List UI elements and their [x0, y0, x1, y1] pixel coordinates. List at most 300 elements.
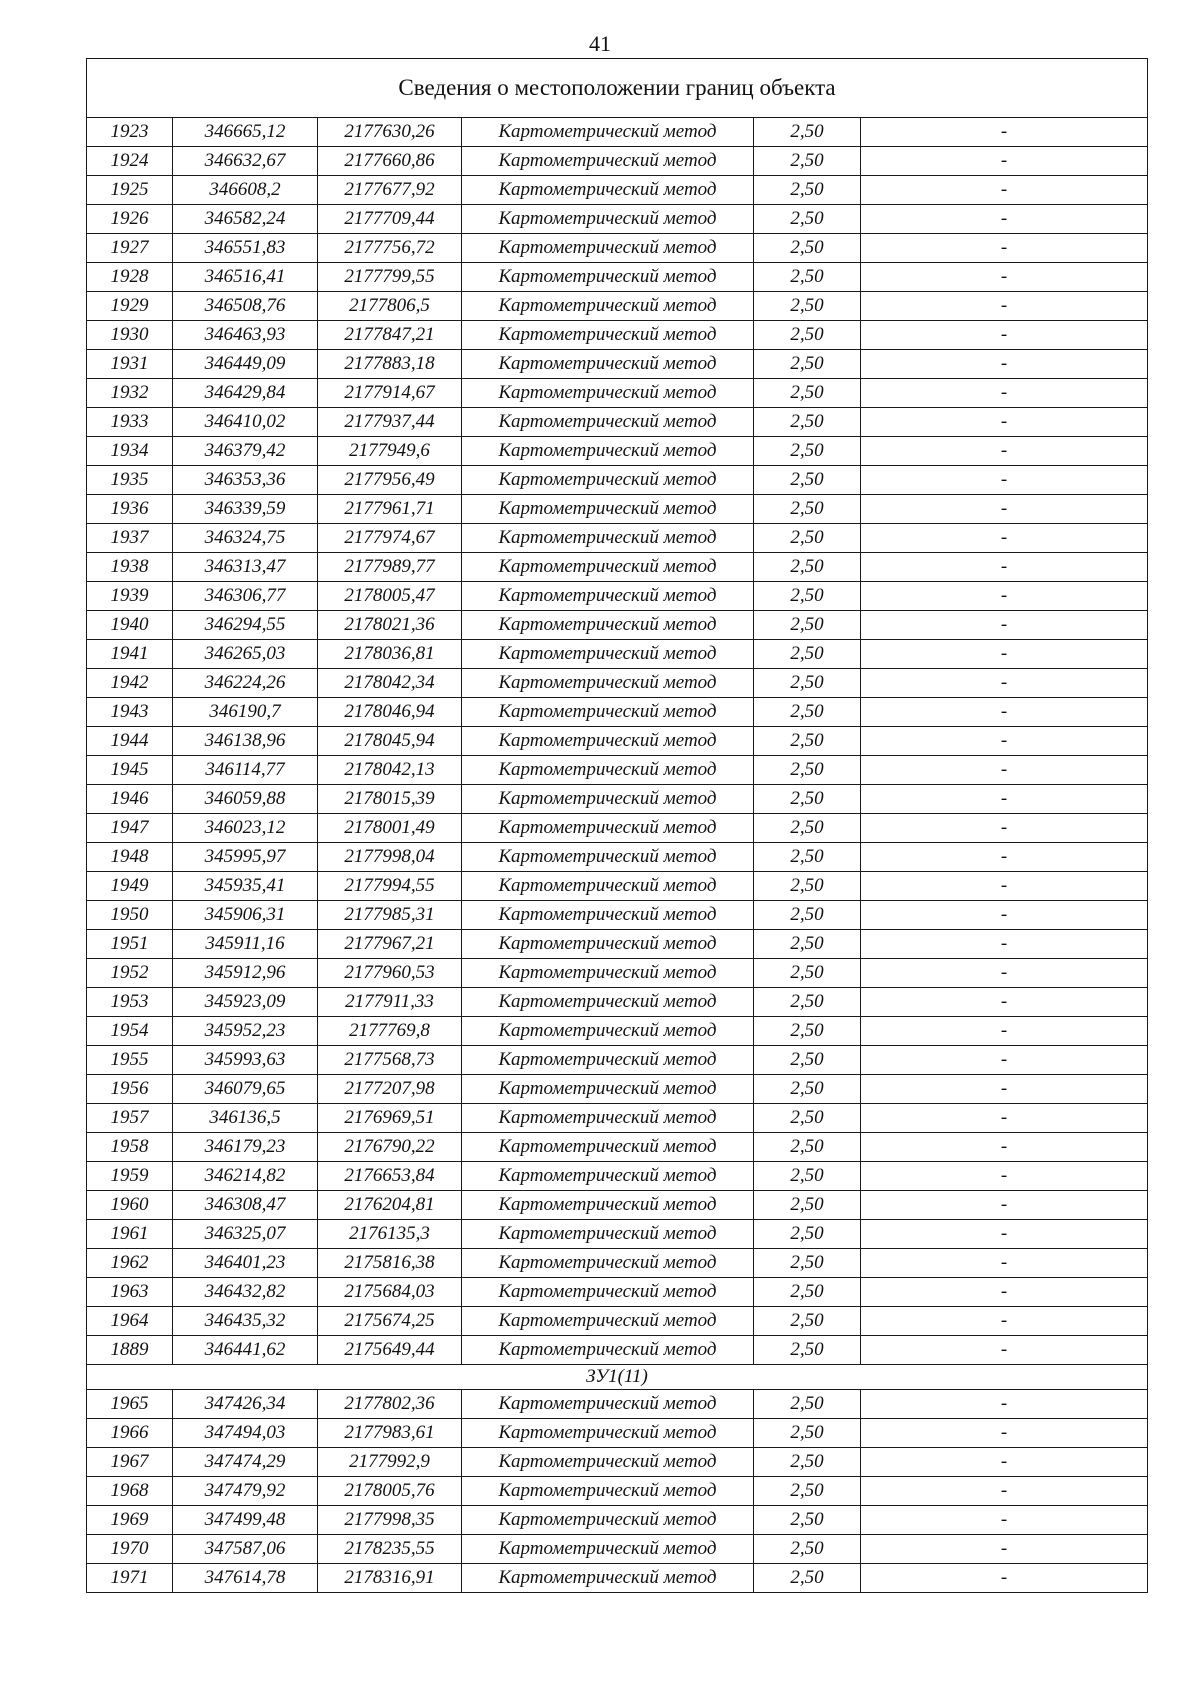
table-row	[87, 1017, 1148, 1046]
accuracy-cell: 2,50	[754, 263, 861, 292]
method-cell: Картометрический метод	[462, 1506, 754, 1535]
y-coordinate-cell: 2176790,22	[318, 1133, 462, 1162]
x-coordinate-cell: 347479,92	[173, 1477, 318, 1506]
accuracy-cell: 2,50	[754, 437, 861, 466]
description-cell: -	[861, 1017, 1148, 1046]
description-cell: -	[861, 1448, 1148, 1477]
x-coordinate-cell: 346435,32	[173, 1307, 318, 1336]
description-cell: -	[861, 147, 1148, 176]
x-coordinate-cell: 345952,23	[173, 1017, 318, 1046]
x-coordinate-cell: 345912,96	[173, 959, 318, 988]
table-row	[87, 466, 1148, 495]
method-cell: Картометрический метод	[462, 379, 754, 408]
x-coordinate-cell: 346190,7	[173, 698, 318, 727]
x-coordinate-cell: 347587,06	[173, 1535, 318, 1564]
x-coordinate-cell: 346339,59	[173, 495, 318, 524]
method-cell: Картометрический метод	[462, 1448, 754, 1477]
accuracy-cell: 2,50	[754, 727, 861, 756]
y-coordinate-cell: 2177956,49	[318, 466, 462, 495]
description-cell: -	[861, 350, 1148, 379]
y-coordinate-cell: 2176969,51	[318, 1104, 462, 1133]
x-coordinate-cell: 346353,36	[173, 466, 318, 495]
x-coordinate-cell: 346325,07	[173, 1220, 318, 1249]
description-cell: -	[861, 901, 1148, 930]
description-cell: -	[861, 669, 1148, 698]
method-cell: Картометрический метод	[462, 959, 754, 988]
method-cell: Картометрический метод	[462, 1390, 754, 1419]
description-cell: -	[861, 611, 1148, 640]
method-cell: Картометрический метод	[462, 1336, 754, 1365]
accuracy-cell: 2,50	[754, 872, 861, 901]
point-number-cell: 1945	[87, 756, 173, 785]
point-number-cell: 1967	[87, 1448, 173, 1477]
accuracy-cell: 2,50	[754, 582, 861, 611]
x-coordinate-cell: 347474,29	[173, 1448, 318, 1477]
description-cell: -	[861, 1075, 1148, 1104]
point-number-cell: 1927	[87, 234, 173, 263]
y-coordinate-cell: 2177994,55	[318, 872, 462, 901]
x-coordinate-cell: 345935,41	[173, 872, 318, 901]
table-row	[87, 698, 1148, 727]
method-cell: Картометрический метод	[462, 1564, 754, 1593]
table-row	[87, 147, 1148, 176]
table-row	[87, 959, 1148, 988]
accuracy-cell: 2,50	[754, 669, 861, 698]
description-cell: -	[861, 321, 1148, 350]
table-row	[87, 1506, 1148, 1535]
x-coordinate-cell: 346608,2	[173, 176, 318, 205]
method-cell: Картометрический метод	[462, 263, 754, 292]
point-number-cell: 1959	[87, 1162, 173, 1191]
method-cell: Картометрический метод	[462, 698, 754, 727]
accuracy-cell: 2,50	[754, 553, 861, 582]
y-coordinate-cell: 2175649,44	[318, 1336, 462, 1365]
table-row	[87, 1564, 1148, 1593]
method-cell: Картометрический метод	[462, 814, 754, 843]
table-row	[87, 234, 1148, 263]
y-coordinate-cell: 2176135,3	[318, 1220, 462, 1249]
y-coordinate-cell: 2178001,49	[318, 814, 462, 843]
table-row	[87, 1535, 1148, 1564]
y-coordinate-cell: 2177985,31	[318, 901, 462, 930]
point-number-cell: 1955	[87, 1046, 173, 1075]
x-coordinate-cell: 345923,09	[173, 988, 318, 1017]
point-number-cell: 1958	[87, 1133, 173, 1162]
table-title: Сведения о местоположении границ объекта	[87, 59, 1148, 118]
accuracy-cell: 2,50	[754, 234, 861, 263]
method-cell: Картометрический метод	[462, 930, 754, 959]
description-cell: -	[861, 437, 1148, 466]
x-coordinate-cell: 346136,5	[173, 1104, 318, 1133]
x-coordinate-cell: 346224,26	[173, 669, 318, 698]
point-number-cell: 1970	[87, 1535, 173, 1564]
accuracy-cell: 2,50	[754, 321, 861, 350]
y-coordinate-cell: 2177914,67	[318, 379, 462, 408]
x-coordinate-cell: 346023,12	[173, 814, 318, 843]
x-coordinate-cell: 345993,63	[173, 1046, 318, 1075]
method-cell: Картометрический метод	[462, 1307, 754, 1336]
method-cell: Картометрический метод	[462, 669, 754, 698]
accuracy-cell: 2,50	[754, 1307, 861, 1336]
description-cell: -	[861, 727, 1148, 756]
point-number-cell: 1968	[87, 1477, 173, 1506]
description-cell: -	[861, 1046, 1148, 1075]
description-cell: -	[861, 1390, 1148, 1419]
x-coordinate-cell: 345906,31	[173, 901, 318, 930]
description-cell: -	[861, 1133, 1148, 1162]
y-coordinate-cell: 2178021,36	[318, 611, 462, 640]
x-coordinate-cell: 346114,77	[173, 756, 318, 785]
method-cell: Картометрический метод	[462, 611, 754, 640]
description-cell: -	[861, 118, 1148, 147]
description-cell: -	[861, 176, 1148, 205]
accuracy-cell: 2,50	[754, 1249, 861, 1278]
x-coordinate-cell: 347494,03	[173, 1419, 318, 1448]
table-row	[87, 1191, 1148, 1220]
table-row	[87, 408, 1148, 437]
method-cell: Картометрический метод	[462, 785, 754, 814]
table-row	[87, 1390, 1148, 1419]
method-cell: Картометрический метод	[462, 1477, 754, 1506]
description-cell: -	[861, 1336, 1148, 1365]
table-row	[87, 118, 1148, 147]
y-coordinate-cell: 2177949,6	[318, 437, 462, 466]
y-coordinate-cell: 2177974,67	[318, 524, 462, 553]
y-coordinate-cell: 2177883,18	[318, 350, 462, 379]
point-number-cell: 1954	[87, 1017, 173, 1046]
y-coordinate-cell: 2178316,91	[318, 1564, 462, 1593]
accuracy-cell: 2,50	[754, 1278, 861, 1307]
y-coordinate-cell: 2177799,55	[318, 263, 462, 292]
x-coordinate-cell: 346632,67	[173, 147, 318, 176]
table-row	[87, 582, 1148, 611]
x-coordinate-cell: 345995,97	[173, 843, 318, 872]
accuracy-cell: 2,50	[754, 1162, 861, 1191]
table-row	[87, 205, 1148, 234]
accuracy-cell: 2,50	[754, 1075, 861, 1104]
table-row	[87, 640, 1148, 669]
method-cell: Картометрический метод	[462, 147, 754, 176]
accuracy-cell: 2,50	[754, 1477, 861, 1506]
description-cell: -	[861, 785, 1148, 814]
y-coordinate-cell: 2177989,77	[318, 553, 462, 582]
method-cell: Картометрический метод	[462, 205, 754, 234]
accuracy-cell: 2,50	[754, 1448, 861, 1477]
point-number-cell: 1960	[87, 1191, 173, 1220]
accuracy-cell: 2,50	[754, 1017, 861, 1046]
y-coordinate-cell: 2177911,33	[318, 988, 462, 1017]
table-title-row	[87, 59, 1148, 118]
accuracy-cell: 2,50	[754, 698, 861, 727]
boundary-coordinates-table	[86, 58, 1148, 1593]
table-row	[87, 901, 1148, 930]
point-number-cell: 1931	[87, 350, 173, 379]
x-coordinate-cell: 347499,48	[173, 1506, 318, 1535]
table-row	[87, 756, 1148, 785]
accuracy-cell: 2,50	[754, 1535, 861, 1564]
point-number-cell: 1965	[87, 1390, 173, 1419]
point-number-cell: 1969	[87, 1506, 173, 1535]
table-row	[87, 495, 1148, 524]
accuracy-cell: 2,50	[754, 1220, 861, 1249]
accuracy-cell: 2,50	[754, 379, 861, 408]
description-cell: -	[861, 1278, 1148, 1307]
description-cell: -	[861, 1220, 1148, 1249]
table-row	[87, 263, 1148, 292]
description-cell: -	[861, 988, 1148, 1017]
method-cell: Картометрический метод	[462, 321, 754, 350]
x-coordinate-cell: 346306,77	[173, 582, 318, 611]
y-coordinate-cell: 2177847,21	[318, 321, 462, 350]
accuracy-cell: 2,50	[754, 466, 861, 495]
point-number-cell: 1941	[87, 640, 173, 669]
description-cell: -	[861, 379, 1148, 408]
accuracy-cell: 2,50	[754, 1390, 861, 1419]
accuracy-cell: 2,50	[754, 118, 861, 147]
x-coordinate-cell: 346294,55	[173, 611, 318, 640]
x-coordinate-cell: 346265,03	[173, 640, 318, 669]
y-coordinate-cell: 2175816,38	[318, 1249, 462, 1278]
accuracy-cell: 2,50	[754, 756, 861, 785]
x-coordinate-cell: 346179,23	[173, 1133, 318, 1162]
x-coordinate-cell: 345911,16	[173, 930, 318, 959]
method-cell: Картометрический метод	[462, 466, 754, 495]
point-number-cell: 1952	[87, 959, 173, 988]
description-cell: -	[861, 466, 1148, 495]
method-cell: Картометрический метод	[462, 640, 754, 669]
table-row	[87, 1220, 1148, 1249]
point-number-cell: 1949	[87, 872, 173, 901]
x-coordinate-cell: 346401,23	[173, 1249, 318, 1278]
point-number-cell: 1923	[87, 118, 173, 147]
method-cell: Картометрический метод	[462, 582, 754, 611]
method-cell: Картометрический метод	[462, 234, 754, 263]
method-cell: Картометрический метод	[462, 756, 754, 785]
y-coordinate-cell: 2177630,26	[318, 118, 462, 147]
table-row	[87, 379, 1148, 408]
method-cell: Картометрический метод	[462, 843, 754, 872]
point-number-cell: 1953	[87, 988, 173, 1017]
x-coordinate-cell: 346214,82	[173, 1162, 318, 1191]
method-cell: Картометрический метод	[462, 1419, 754, 1448]
point-number-cell: 1964	[87, 1307, 173, 1336]
table-row	[87, 1104, 1148, 1133]
point-number-cell: 1962	[87, 1249, 173, 1278]
table-row	[87, 814, 1148, 843]
table-row	[87, 1075, 1148, 1104]
accuracy-cell: 2,50	[754, 524, 861, 553]
point-number-cell: 1925	[87, 176, 173, 205]
method-cell: Картометрический метод	[462, 1017, 754, 1046]
x-coordinate-cell: 346429,84	[173, 379, 318, 408]
table-row	[87, 785, 1148, 814]
accuracy-cell: 2,50	[754, 1133, 861, 1162]
point-number-cell: 1943	[87, 698, 173, 727]
y-coordinate-cell: 2178042,13	[318, 756, 462, 785]
description-cell: -	[861, 263, 1148, 292]
table-row	[87, 872, 1148, 901]
accuracy-cell: 2,50	[754, 1191, 861, 1220]
x-coordinate-cell: 346313,47	[173, 553, 318, 582]
x-coordinate-cell: 346432,82	[173, 1278, 318, 1307]
y-coordinate-cell: 2175674,25	[318, 1307, 462, 1336]
table-row	[87, 176, 1148, 205]
accuracy-cell: 2,50	[754, 1104, 861, 1133]
table-row	[87, 1336, 1148, 1365]
accuracy-cell: 2,50	[754, 1336, 861, 1365]
section-header-row	[87, 1365, 1148, 1390]
y-coordinate-cell: 2177961,71	[318, 495, 462, 524]
table-row	[87, 1162, 1148, 1191]
table-row	[87, 321, 1148, 350]
accuracy-cell: 2,50	[754, 843, 861, 872]
accuracy-cell: 2,50	[754, 785, 861, 814]
description-cell: -	[861, 698, 1148, 727]
table-row	[87, 988, 1148, 1017]
point-number-cell: 1956	[87, 1075, 173, 1104]
y-coordinate-cell: 2177967,21	[318, 930, 462, 959]
accuracy-cell: 2,50	[754, 1419, 861, 1448]
method-cell: Картометрический метод	[462, 176, 754, 205]
y-coordinate-cell: 2177960,53	[318, 959, 462, 988]
point-number-cell: 1948	[87, 843, 173, 872]
table-row	[87, 1307, 1148, 1336]
x-coordinate-cell: 346463,93	[173, 321, 318, 350]
y-coordinate-cell: 2177998,35	[318, 1506, 462, 1535]
y-coordinate-cell: 2177769,8	[318, 1017, 462, 1046]
method-cell: Картометрический метод	[462, 495, 754, 524]
point-number-cell: 1924	[87, 147, 173, 176]
table-row	[87, 930, 1148, 959]
point-number-cell: 1942	[87, 669, 173, 698]
description-cell: -	[861, 1419, 1148, 1448]
point-number-cell: 1929	[87, 292, 173, 321]
accuracy-cell: 2,50	[754, 1046, 861, 1075]
accuracy-cell: 2,50	[754, 495, 861, 524]
accuracy-cell: 2,50	[754, 292, 861, 321]
description-cell: -	[861, 756, 1148, 785]
point-number-cell: 1957	[87, 1104, 173, 1133]
point-number-cell: 1889	[87, 1336, 173, 1365]
y-coordinate-cell: 2177756,72	[318, 234, 462, 263]
y-coordinate-cell: 2177983,61	[318, 1419, 462, 1448]
x-coordinate-cell: 346079,65	[173, 1075, 318, 1104]
method-cell: Картометрический метод	[462, 1162, 754, 1191]
point-number-cell: 1939	[87, 582, 173, 611]
description-cell: -	[861, 582, 1148, 611]
table-row	[87, 553, 1148, 582]
y-coordinate-cell: 2177998,04	[318, 843, 462, 872]
method-cell: Картометрический метод	[462, 872, 754, 901]
table-row	[87, 292, 1148, 321]
x-coordinate-cell: 346516,41	[173, 263, 318, 292]
method-cell: Картометрический метод	[462, 118, 754, 147]
method-cell: Картометрический метод	[462, 1278, 754, 1307]
description-cell: -	[861, 408, 1148, 437]
method-cell: Картометрический метод	[462, 727, 754, 756]
accuracy-cell: 2,50	[754, 147, 861, 176]
y-coordinate-cell: 2176653,84	[318, 1162, 462, 1191]
table-row	[87, 669, 1148, 698]
section-label: ЗУ1(11)	[87, 1365, 1148, 1390]
description-cell: -	[861, 814, 1148, 843]
y-coordinate-cell: 2176204,81	[318, 1191, 462, 1220]
table-row	[87, 437, 1148, 466]
x-coordinate-cell: 346665,12	[173, 118, 318, 147]
method-cell: Картометрический метод	[462, 1535, 754, 1564]
point-number-cell: 1936	[87, 495, 173, 524]
description-cell: -	[861, 1564, 1148, 1593]
x-coordinate-cell: 346582,24	[173, 205, 318, 234]
description-cell: -	[861, 843, 1148, 872]
accuracy-cell: 2,50	[754, 959, 861, 988]
table-row	[87, 611, 1148, 640]
description-cell: -	[861, 1477, 1148, 1506]
table-row	[87, 1419, 1148, 1448]
table-row	[87, 350, 1148, 379]
method-cell: Картометрический метод	[462, 1104, 754, 1133]
description-cell: -	[861, 553, 1148, 582]
y-coordinate-cell: 2177802,36	[318, 1390, 462, 1419]
x-coordinate-cell: 346059,88	[173, 785, 318, 814]
y-coordinate-cell: 2178045,94	[318, 727, 462, 756]
point-number-cell: 1947	[87, 814, 173, 843]
accuracy-cell: 2,50	[754, 1564, 861, 1593]
point-number-cell: 1930	[87, 321, 173, 350]
method-cell: Картометрический метод	[462, 988, 754, 1017]
description-cell: -	[861, 872, 1148, 901]
x-coordinate-cell: 346508,76	[173, 292, 318, 321]
y-coordinate-cell: 2178036,81	[318, 640, 462, 669]
method-cell: Картометрический метод	[462, 1191, 754, 1220]
point-number-cell: 1928	[87, 263, 173, 292]
x-coordinate-cell: 346308,47	[173, 1191, 318, 1220]
description-cell: -	[861, 524, 1148, 553]
accuracy-cell: 2,50	[754, 640, 861, 669]
point-number-cell: 1933	[87, 408, 173, 437]
description-cell: -	[861, 234, 1148, 263]
point-number-cell: 1966	[87, 1419, 173, 1448]
table-row	[87, 727, 1148, 756]
method-cell: Картометрический метод	[462, 901, 754, 930]
accuracy-cell: 2,50	[754, 930, 861, 959]
x-coordinate-cell: 347614,78	[173, 1564, 318, 1593]
description-cell: -	[861, 1249, 1148, 1278]
y-coordinate-cell: 2178235,55	[318, 1535, 462, 1564]
description-cell: -	[861, 292, 1148, 321]
point-number-cell: 1944	[87, 727, 173, 756]
method-cell: Картометрический метод	[462, 1075, 754, 1104]
table-row	[87, 1477, 1148, 1506]
description-cell: -	[861, 1535, 1148, 1564]
table-row	[87, 1448, 1148, 1477]
point-number-cell: 1937	[87, 524, 173, 553]
accuracy-cell: 2,50	[754, 988, 861, 1017]
point-number-cell: 1950	[87, 901, 173, 930]
x-coordinate-cell: 346324,75	[173, 524, 318, 553]
method-cell: Картометрический метод	[462, 350, 754, 379]
y-coordinate-cell: 2177568,73	[318, 1046, 462, 1075]
x-coordinate-cell: 346441,62	[173, 1336, 318, 1365]
accuracy-cell: 2,50	[754, 901, 861, 930]
table-row	[87, 1133, 1148, 1162]
x-coordinate-cell: 346379,42	[173, 437, 318, 466]
y-coordinate-cell: 2177677,92	[318, 176, 462, 205]
accuracy-cell: 2,50	[754, 814, 861, 843]
method-cell: Картометрический метод	[462, 1046, 754, 1075]
table-row	[87, 1046, 1148, 1075]
description-cell: -	[861, 1191, 1148, 1220]
